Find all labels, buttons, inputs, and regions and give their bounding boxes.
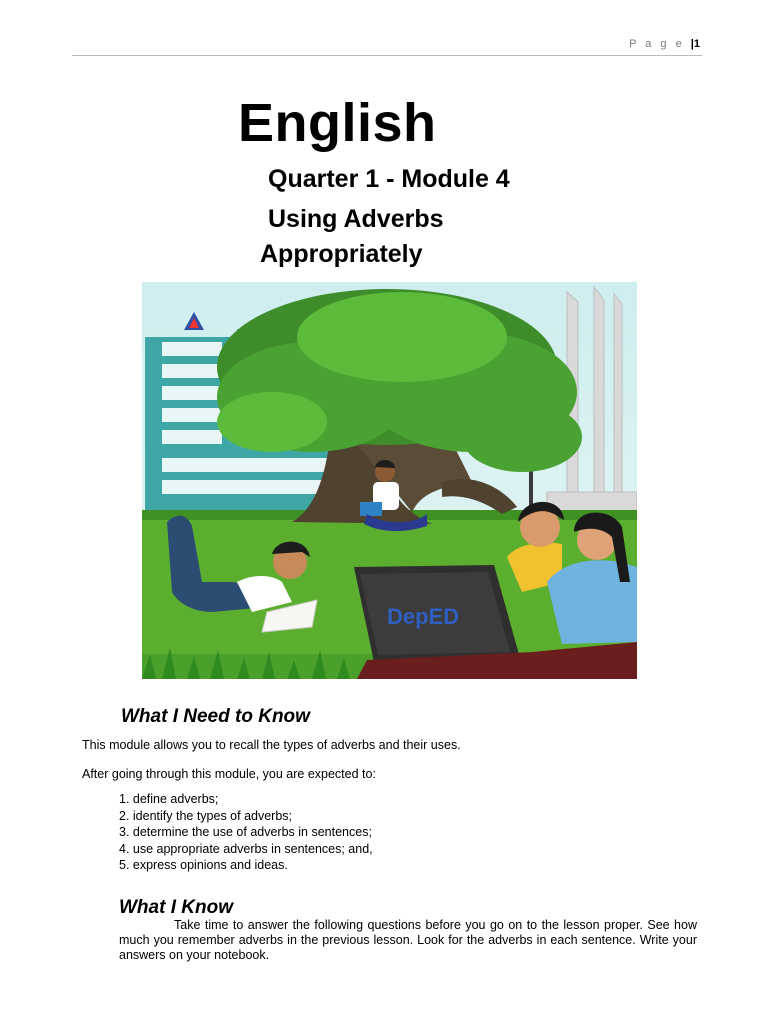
objective-item: 2. identify the types of adverbs; — [119, 808, 293, 823]
objective-item: 5. express opinions and ideas. — [119, 858, 288, 872]
cover-illustration — [142, 282, 637, 679]
page-number: P a g e |1 — [629, 38, 700, 50]
expected-outcomes-text: After going through this module, you are expected to: — [82, 767, 376, 781]
header-rule — [72, 55, 702, 56]
topic-title-line1: Using Adverbs — [268, 205, 444, 233]
deped-logo-text: DepED — [387, 604, 460, 629]
module-intro-text: This module allows you to recall the types of adverbs and their uses. — [82, 738, 461, 752]
document-title: English — [238, 93, 437, 153]
what-i-need-to-know-heading: What I Need to Know — [121, 706, 310, 727]
objective-item: 1. define adverbs; — [119, 792, 219, 806]
what-i-know-instructions: Take time to answer the following questions before you go on to the lesson proper. See how much you remember adverbs in the previous lesson. Look for the adverbs in each sentence. Write your answers on your notebook. — [119, 918, 697, 962]
objectives-list — [119, 791, 373, 874]
objective-item: 4. use appropriate adverbs in sentences; and, — [119, 841, 373, 856]
what-i-know-heading: What I Know — [119, 897, 233, 918]
module-subtitle: Quarter 1 - Module 4 — [268, 165, 510, 193]
objective-item: 3. determine the use of adverbs in sentences; — [119, 825, 372, 839]
topic-title-line2: Appropriately — [260, 240, 423, 268]
